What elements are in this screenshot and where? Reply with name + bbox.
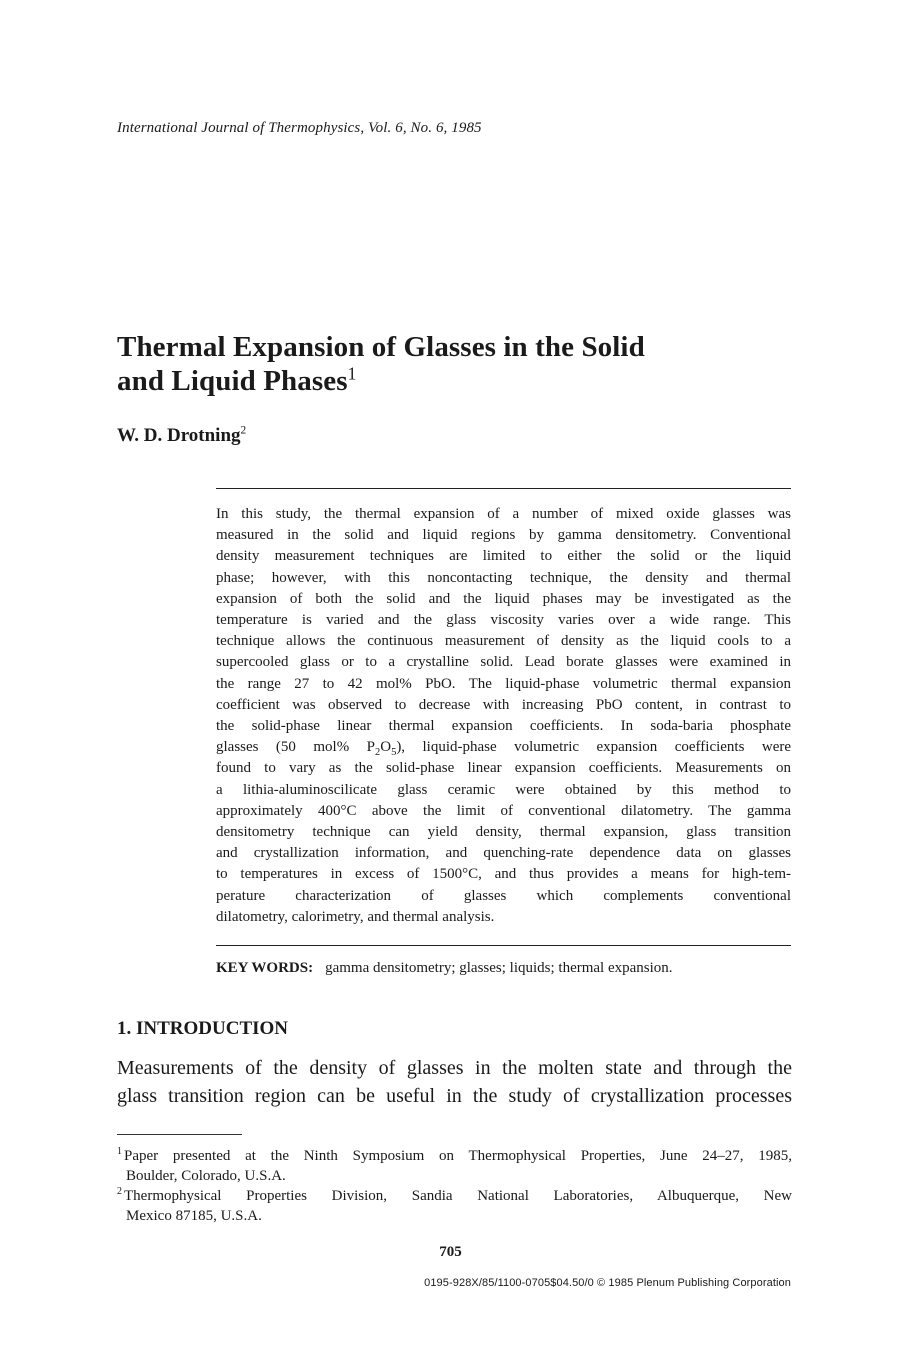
abstract-line: approximately 400°C above the limit of conventional dilatometry. The gamma — [216, 802, 791, 819]
abstract-top-rule — [216, 488, 791, 489]
intro-line-1: Measurements of the density of glasses in the molten state and through the — [117, 1057, 792, 1079]
keywords-text: gamma densitometry; glasses; liquids; thermal expansion. — [325, 960, 673, 976]
author-name — [117, 425, 246, 447]
title-footnote-mark: 1 — [347, 363, 357, 384]
footnote-1-line-1 — [117, 1146, 792, 1166]
abstract-line: coefficient was observed to decrease with increasing PbO content, in contrast to — [216, 696, 791, 713]
footnote-1-mark: 1 — [117, 1146, 122, 1157]
abstract-line: supercooled glass or to a crystalline solid. Lead borate glasses were examined in — [216, 654, 791, 671]
abstract-last-line: dilatometry, calorimetry, and thermal analysis. — [216, 908, 495, 925]
abstract-line: a lithia-aluminoscilicate glass ceramic were obtained by this method to — [216, 781, 791, 798]
footnote-rule — [117, 1134, 242, 1135]
abstract-line: and crystallization information, and quenching-rate dependence data on glasses — [216, 845, 791, 862]
footnote-2 — [117, 1186, 792, 1226]
abstract-line: measured in the solid and liquid regions by gamma densitometry. Conventional — [216, 527, 791, 544]
abstract-bottom-rule — [216, 945, 791, 946]
author-footnote-mark: 2 — [240, 424, 247, 437]
formula-pre: glasses (50 mol% P — [216, 739, 375, 756]
footnote-1 — [117, 1146, 792, 1186]
title-line-2-text: and Liquid Phases — [117, 365, 348, 397]
abstract-line: perature characterization of glasses which complements conventional — [216, 887, 791, 904]
intro-paragraph — [117, 1054, 792, 1110]
keywords-label: KEY WORDS: — [216, 960, 314, 976]
title-line-1: Thermal Expansion of Glasses in the Solid — [117, 331, 645, 363]
abstract-line: to temperatures in excess of 1500°C, and thus provides a means for high-tem- — [216, 866, 791, 883]
intro-line-2: glass transition region can be useful in the study of crystallization processes — [117, 1085, 792, 1107]
copyright-line: 0195-928X/85/1100-0705$04.50/0 © 1985 Plenum Publishing Corporation — [424, 1277, 791, 1289]
abstract-line: technique allows the continuous measurement of density as the liquid cools to a — [216, 633, 791, 650]
paper-title — [117, 330, 757, 398]
abstract — [216, 504, 791, 928]
journal-name: International Journal of Thermophysics, — [117, 120, 365, 136]
formula-post: ), liquid-phase volumetric expansion coefficients were — [396, 739, 791, 756]
abstract-line-formula — [216, 737, 791, 758]
abstract-line: In this study, the thermal expansion of a number of mixed oxide glasses was — [216, 506, 791, 522]
abstract-line: the range 27 to 42 mol% PbO. The liquid-phase volumetric thermal expansion — [216, 675, 791, 692]
footnote-2-line-1 — [117, 1186, 792, 1206]
abstract-line: the solid-phase linear thermal expansion coefficients. In soda-baria phosphate — [216, 718, 791, 735]
footnote-1-line-2: Boulder, Colorado, U.S.A. — [126, 1168, 286, 1184]
page-number: 705 — [439, 1244, 462, 1260]
footnotes — [117, 1146, 792, 1226]
formula-sub-1: 2 — [374, 747, 381, 759]
abstract-line: found to vary as the solid-phase linear expansion coefficients. Measurements on — [216, 760, 791, 777]
section-heading: 1. INTRODUCTION — [117, 1018, 289, 1039]
abstract-line: expansion of both the solid and the liquid phases may be investigated as the — [216, 590, 791, 607]
footnote-2-line-2: Mexico 87185, U.S.A. — [126, 1208, 262, 1224]
abstract-line: phase; however, with this noncontacting technique, the density and thermal — [216, 569, 791, 586]
footnote-2-mark: 2 — [117, 1186, 122, 1197]
title-line-2 — [117, 364, 757, 398]
formula-mid: O — [380, 739, 392, 756]
keywords — [216, 960, 673, 977]
author-name-text: W. D. Drotning — [117, 425, 241, 446]
formula-sub-2: 5 — [391, 747, 397, 759]
footnote-2-text: Thermophysical Properties Division, Sandia National Laboratories, Albuquerque, New — [124, 1188, 792, 1204]
journal-volume-issue: Vol. 6, No. 6, 1985 — [368, 120, 482, 136]
footnote-1-text: Paper presented at the Ninth Symposium on Thermophysical Properties, June 24–27, 1985, — [124, 1148, 792, 1164]
abstract-line: temperature is varied and the glass viscosity varies over a wide range. This — [216, 612, 791, 629]
abstract-line: density measurement techniques are limited to either the solid or the liquid — [216, 548, 791, 565]
abstract-line: densitometry technique can yield density, thermal expansion, glass transition — [216, 824, 791, 841]
journal-citation — [117, 120, 482, 137]
